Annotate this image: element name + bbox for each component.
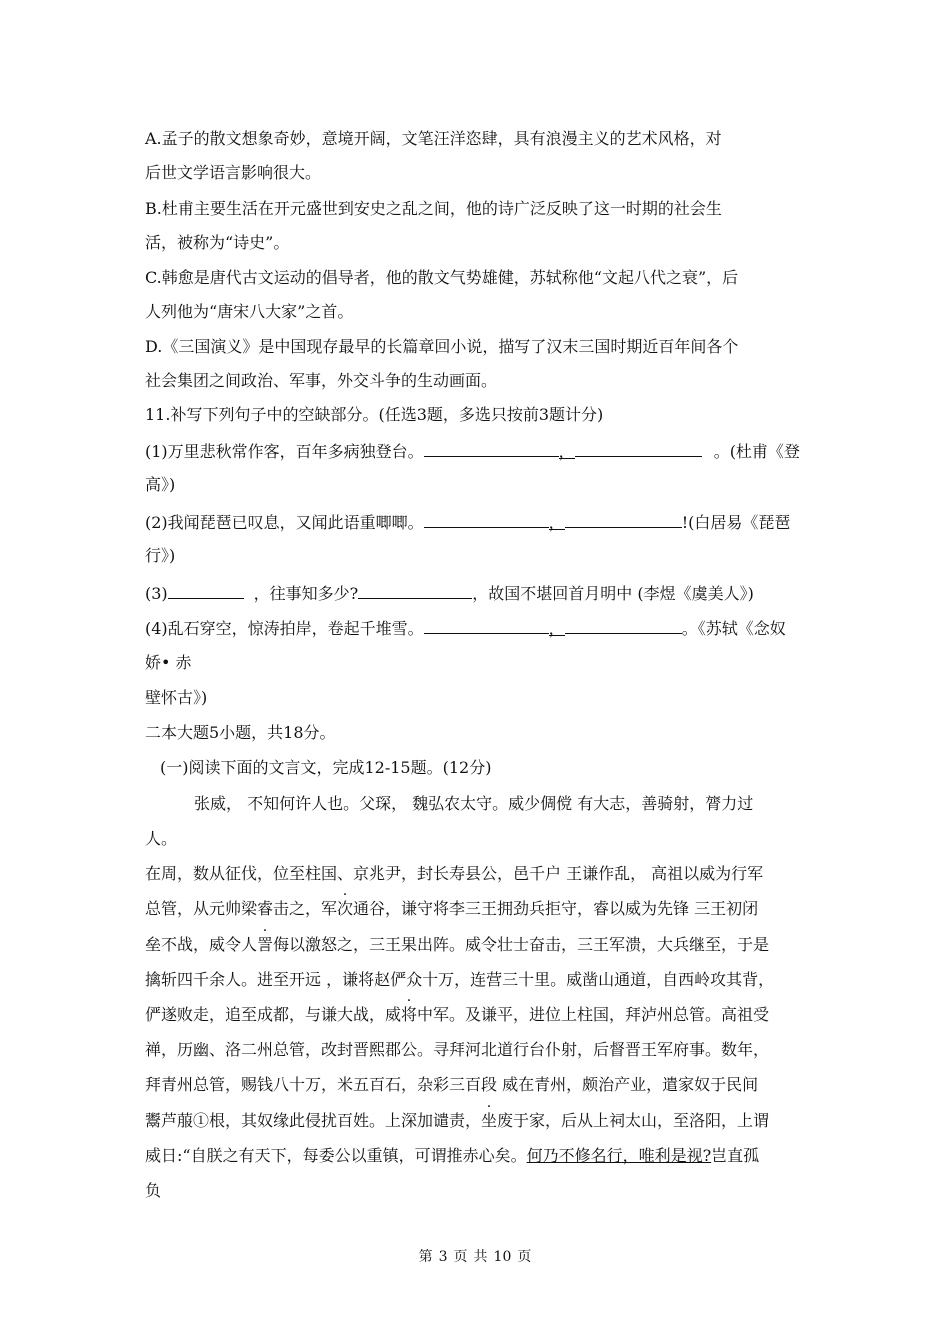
q11-item-2-source: !(白居易《琵琶 (681, 513, 791, 532)
underlined-sentence: 何乃不修名行，唯利是视? (526, 1146, 712, 1165)
passage-line-11 (145, 1146, 759, 1166)
emphasized-char: 詈 (257, 935, 274, 954)
passage-text: 中军。及谦平，进位上柱国，拜泸州总管。高祖受 (417, 1005, 770, 1024)
option-c-line-1: C.韩愈是唐代古文运动的倡导者，他的散文气势雄健，苏轼称他“文起八代之衰”，后 (145, 268, 739, 287)
footer-word: 页 (453, 1249, 468, 1265)
answer-blank[interactable] (168, 582, 244, 599)
answer-blank[interactable] (424, 511, 549, 528)
section-subheading: (一)阅读下面的文言文，完成12-15题。(12分) (160, 758, 492, 777)
footer-word: 共 (473, 1249, 488, 1265)
section-heading: 二本大题5小题，共18分。 (145, 723, 336, 742)
q11-item-3 (145, 582, 754, 604)
passage-line-12: 负 (145, 1181, 162, 1200)
answer-blank[interactable] (358, 582, 472, 599)
passage-text: 侮以激怒之，三王果出阵。威令壮士奋击，三王军溃，大兵继至，于是 (273, 935, 770, 954)
emphasized-char: 次 (337, 899, 354, 918)
passage-text: 鬻芦菔①根，其奴缘此侵扰百姓。上深加谴责， (145, 1111, 482, 1130)
passage-line-8: 禅，历幽、洛二州总管，改封晋熙郡公。寻拜河北道行台仆射，后督晋王军府事。数年， (145, 1040, 770, 1059)
page-number: 3 (438, 1249, 448, 1265)
q11-item-1 (145, 440, 800, 462)
answer-blank[interactable] (424, 440, 559, 457)
passage-line-9: 拜青州总管，赐钱八十万，米五百石，杂彩三百段 威在青州，颇治产业，遣家奴于民间 (145, 1075, 759, 1094)
page-total: 10 (493, 1249, 512, 1265)
q11-item-3-mid: ，往事知多少? (253, 584, 359, 603)
passage-text: 垒不战，威令人 (145, 935, 258, 954)
answer-blank[interactable] (424, 617, 549, 634)
answer-blank[interactable] (565, 511, 682, 528)
passage-line-10 (145, 1111, 769, 1131)
q11-item-3-num: (3) (145, 584, 168, 603)
emphasized-char: 坐 (481, 1111, 498, 1130)
passage-line-2: 人。 (145, 829, 178, 848)
blank-separator: ， (548, 619, 565, 638)
passage-line-5 (145, 935, 769, 955)
passage-line-1: 张威， 不知何许人也。父琛， 魏弘农太守。威少倜傥 有大志，善骑射，膂力过 (194, 794, 754, 813)
passage-line-7 (145, 1005, 769, 1025)
passage-text: 威日:“自朕之有天下，每委公以重镇，可谓推赤心矣。 (145, 1146, 527, 1165)
option-c-line-2: 人列他为“唐宋八大家”之首。 (145, 302, 354, 321)
q11-item-4-cont-1: 娇• 赤 (145, 653, 192, 672)
passage-text: 总管，从元帅梁睿击之，军 (145, 899, 338, 918)
q11-item-1-prompt: (1)万里悲秋常作客，百年多病独登台。 (145, 442, 424, 461)
option-a-line-2: 后世文学语言影响很大。 (145, 163, 322, 182)
q11-item-2-cont: 行》) (145, 546, 176, 565)
passage-text: 俨遂败走，追至成都，与谦大战，威 (145, 1005, 402, 1024)
passage-text: 废于家，后从上祠太山，至洛阳，上谓 (497, 1111, 770, 1130)
option-a-line-1: A.孟子的散文想象奇妙，意境开阔，文笔汪洋恣肆，具有浪漫主义的艺术风格，对 (145, 129, 722, 148)
q11-item-4-prompt: (4)乱石穿空，惊涛拍岸，卷起千堆雪。 (145, 619, 424, 638)
q11-item-1-cont: 高》) (145, 475, 176, 494)
passage-text: 岂直孤 (711, 1146, 760, 1165)
answer-blank[interactable] (575, 440, 702, 457)
passage-line-4 (145, 899, 758, 919)
q11-item-4-source: 。《苏轼《念奴 (681, 619, 786, 638)
option-b-line-1: B.杜甫主要生活在开元盛世到安史之乱之间，他的诗广泛反映了这一时期的社会生 (145, 199, 722, 218)
footer-word: 页 (517, 1249, 532, 1265)
passage-line-3: 在周，数从征伐，位至柱国、京兆尹，封长寿县公，邑千户 王谦作乱， 高祖以威为行军 (145, 864, 764, 883)
option-d-line-1: D.《三国演义》是中国现存最早的长篇章回小说，描写了汉末三国时期近百年间各个 (145, 337, 739, 356)
emphasized-char: 将 (401, 1005, 418, 1024)
blank-separator: ， (558, 442, 575, 461)
q11-item-2-prompt: (2)我闻琵琶已叹息，又闻此语重唧唧。 (145, 513, 424, 532)
q11-item-4 (145, 617, 786, 639)
q11-title: 11.补写下列句子中的空缺部分。(任选3题，多选只按前3题计分) (145, 405, 604, 424)
option-b-line-2: 活，被称为“诗史”。 (145, 233, 290, 252)
footer-word: 第 (418, 1249, 433, 1265)
blank-separator: ， (548, 513, 565, 532)
answer-blank[interactable] (565, 617, 682, 634)
q11-item-3-source: ，故国不堪回首月明中 (李煜《虞美人》) (472, 584, 754, 603)
q11-item-4-cont-2: 壁怀古》) (145, 688, 208, 707)
passage-line-6: 擒斩四千余人。进至开远 ，谦将赵俨众十万，连营三十里。威凿山通道，自西岭攻其背， (145, 970, 775, 989)
q11-item-2 (145, 511, 790, 533)
option-d-line-2: 社会集团之间政治、军事，外交斗争的生动画面。 (145, 371, 498, 390)
passage-text: 通谷，谦守将李三王拥劲兵拒守，睿以威为先锋 三王初闭 (353, 899, 759, 918)
q11-item-1-source: 。(杜甫《登 (713, 442, 800, 461)
page-footer (0, 1246, 950, 1266)
